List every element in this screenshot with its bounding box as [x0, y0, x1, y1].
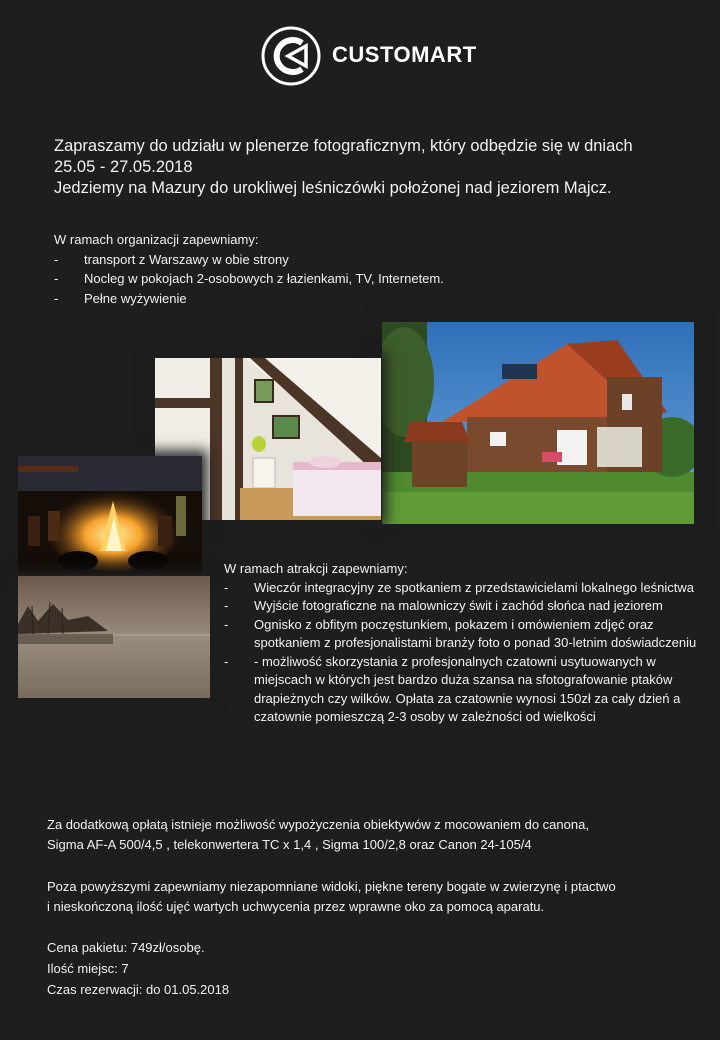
attractions-section	[224, 560, 716, 727]
photo-house	[382, 322, 694, 524]
paragraph-line: Za dodatkową opłatą istnieje możliwość wypożyczenia obiektywów z mocowaniem do canona,	[47, 817, 589, 832]
list-dash: -	[224, 598, 229, 613]
photo-bonfire	[18, 456, 202, 574]
customart-logo-icon	[260, 25, 322, 87]
list-dash: -	[224, 653, 229, 669]
brand-logo	[260, 25, 477, 87]
list-dash: -	[54, 251, 59, 267]
list-item-text: Pełne wyżywienie	[84, 290, 187, 306]
intro-line: Jedziemy na Mazury do urokliwej leśniczówki położonej nad jeziorem Majcz.	[54, 179, 612, 197]
list-item	[224, 579, 716, 598]
paragraph-line: Sigma AF-A 500/4,5 , telekonwertera TC x 1,4 , Sigma 100/2,8 oraz Canon 24-105/4	[47, 836, 532, 852]
list-dash: -	[224, 579, 229, 595]
list-dash: -	[54, 271, 59, 286]
list-item	[54, 289, 674, 309]
attractions-heading: W ramach atrakcji zapewniamy:	[224, 561, 408, 576]
paragraph-line: i nieskończoną ilość ujęć wartych uchwycenia przez wprawne oko za pomocą aparatu.	[47, 898, 545, 914]
organization-list	[54, 250, 674, 309]
list-item-text: Wyjście fotograficzne na malowniczy świt i zachód słońca nad jeziorem	[254, 598, 663, 613]
list-item-text: transport z Warszawy w obie strony	[84, 251, 289, 267]
list-item-text: Nocleg w pokojach 2-osobowych z łazienkami, TV, Internetem.	[84, 271, 444, 286]
list-item-text: - możliwość skorzystania z profesjonalnych czatowni usytuowanych w miejscach w których jest bardzo duża szansa na sfotografowanie ptaków drapieżnych czy wilków. Opłata za czatownie wynosi 150zł za cały dzień a czatownie pomieszczą 2-3 osoby w zależności od wielkości	[254, 653, 681, 724]
intro-text	[54, 136, 694, 199]
paragraph-line: Poza powyższymi zapewniamy niezapomniane widoki, piękne tereny bogate w zwierzynę i ptactwo	[47, 879, 616, 894]
list-item-text: Wieczór integracyjny ze spotkaniem z przedstawicielami lokalnego leśnictwa	[254, 579, 695, 595]
list-item	[54, 269, 674, 289]
pricing-section	[47, 937, 447, 1000]
package-price: Cena pakietu: 749zł/osobę.	[47, 940, 205, 955]
organization-section	[54, 230, 674, 308]
reservation-deadline: Czas rezerwacji: do 01.05.2018	[47, 982, 230, 997]
lens-rental-text	[47, 815, 707, 854]
intro-dates: 25.05 - 27.05.2018	[54, 158, 193, 176]
intro-line: Zapraszamy do udziału w plenerze fotograficznym, który odbędzie się w dniach	[54, 137, 633, 155]
list-item	[224, 653, 716, 727]
attractions-list	[224, 579, 716, 727]
organization-heading: W ramach organizacji zapewniamy:	[54, 232, 259, 247]
brand-name: CUSTOMART	[332, 42, 477, 67]
list-item	[224, 597, 716, 616]
seats-count: Ilość miejsc: 7	[47, 961, 129, 976]
list-item-text: Ognisko z obfitym poczęstunkiem, pokazem i omówieniem zdjęć oraz spotkaniem z profesjonalistami branży foto o ponad 30-letnim doświadczeniu	[254, 616, 697, 650]
list-dash: -	[224, 616, 229, 632]
list-dash: -	[54, 290, 59, 306]
views-text	[47, 877, 707, 916]
list-item	[224, 616, 716, 653]
list-item	[54, 250, 674, 270]
photo-lake	[18, 576, 210, 698]
